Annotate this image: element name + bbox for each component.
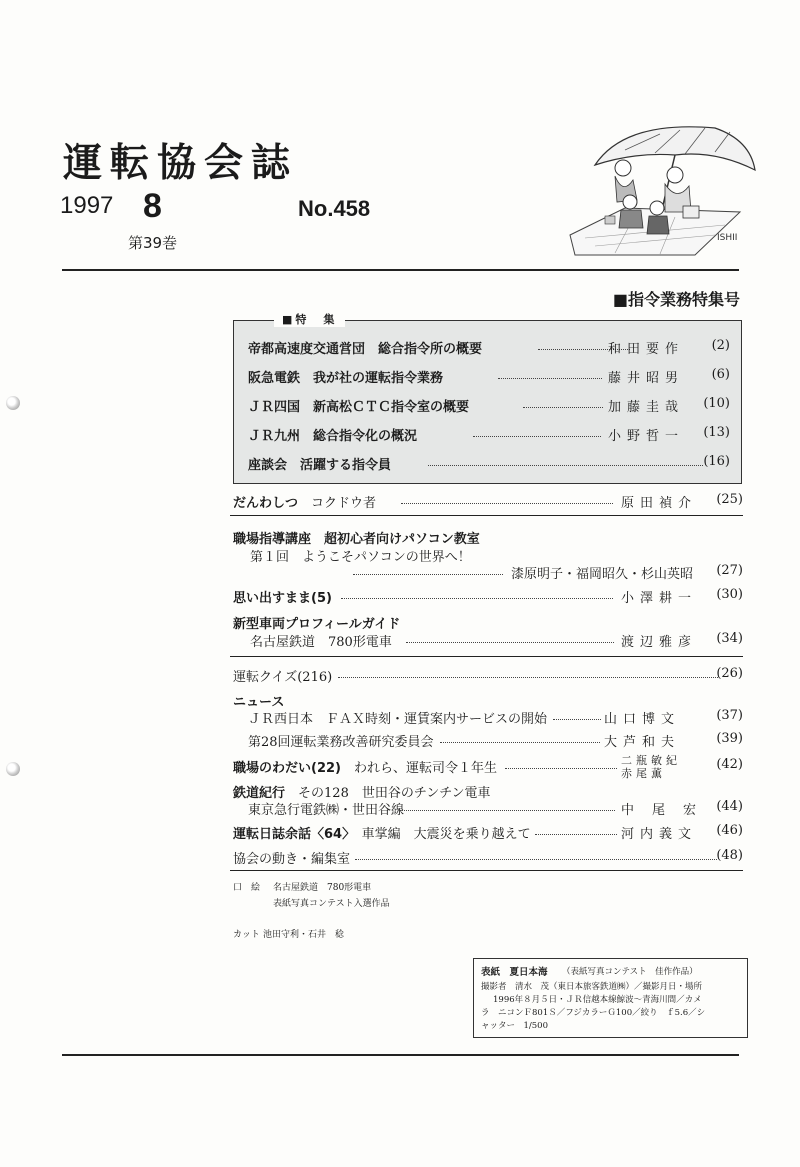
toc-entry[interactable]: 座談会 活躍する指令員 (16) [248, 454, 730, 473]
cover-heading: 表紙 夏日本海 [481, 967, 548, 978]
cover-credit-line: ラ ニコンＦ801Ｓ／フジカラーＧ100／絞り ｆ5.6／シ [481, 1008, 706, 1018]
toc-entry[interactable]: 思い出すまま(5) 小澤耕一 (30) [233, 587, 743, 606]
cover-credit-line: 撮影者 清水 茂（東日本旅客鉄道㈱）／撮影月日・場所 [481, 982, 703, 992]
toc-subentry[interactable]: 第28回運転業務改善研究委員会 大芦和夫 (39) [248, 731, 743, 750]
toc-entry[interactable]: 帝都高速度交通営団 総合指令所の概要 和田要作 (2) [248, 338, 730, 357]
toc-entry[interactable]: 鉄道紀行 その128 世田谷のチンチン電車 [233, 786, 491, 801]
toc-subentry[interactable]: 第１回 ようこそパソコンの世界へ！ [250, 550, 471, 565]
section-divider [230, 870, 743, 871]
cover-subheading: （表紙写真コンテスト 佳作作品） [562, 967, 698, 977]
magazine-title: 運転協会誌 [63, 140, 299, 186]
section-divider [230, 515, 743, 516]
toc-entry[interactable]: 運転クイズ(216) (26) [233, 666, 743, 685]
toc-entry[interactable]: 職場指導講座 超初心者向けパソコン教室 [233, 532, 480, 547]
feature-tab: ■特 集 [274, 311, 345, 327]
toc-entry[interactable]: 新型車両プロフィールガイド [233, 617, 401, 632]
toc-entry[interactable]: ＪＲ九州 総合指令化の概況 小野哲一 (13) [248, 425, 730, 444]
toc-entry[interactable]: 阪急電鉄 我が社の運転指令業務 藤井昭男 (6) [248, 367, 730, 386]
toc-entry[interactable]: ＪＲ四国 新高松ＣＴＣ指令室の概要 加藤圭哉 (10) [248, 396, 730, 415]
frontispiece-item: 表紙写真コンテスト入選作品 [273, 899, 390, 909]
punch-hole [6, 396, 20, 410]
toc-entry[interactable]: 運転日誌余話〈64〉 車掌編 大震災を乗り越えて 河内義文 (46) [233, 823, 743, 842]
toc-subentry[interactable]: 漆原明子・福岡昭久・杉山英昭 (27) [233, 563, 743, 583]
issue-number: No.458 [298, 196, 371, 221]
frontispiece-label: 口 絵 [233, 883, 261, 893]
punch-hole [6, 762, 20, 776]
special-issue-label: ■指令業務特集号 [612, 290, 740, 309]
header-divider [62, 269, 739, 271]
cut-artists: 池田守利・石井 稔 [263, 930, 345, 940]
cover-credit-line: ャッター 1/500 [481, 1021, 548, 1031]
beach-umbrella-illustration [565, 120, 765, 260]
issue-volume: 第39巻 [128, 234, 178, 252]
frontispiece-item: 名古屋鉄道 780形電車 [273, 883, 372, 893]
toc-subentry[interactable]: ＪＲ西日本 ＦＡＸ時刻・運賃案内サービスの開始 山口博文 (37) [248, 708, 743, 727]
issue-month: 8 [143, 187, 162, 225]
toc-entry[interactable]: 職場のわだい(22) われら、運転司令１年生 二瓶敏紀 赤尾薫 (42) [233, 754, 743, 780]
toc-entry[interactable]: 協会の動き・編集室 (48) [233, 848, 743, 867]
section-divider [230, 656, 743, 657]
toc-entry[interactable]: だんわしつ コクドウ者 原田禎介 (25) [233, 492, 743, 511]
toc-subentry[interactable]: 東京急行電鉄㈱・世田谷線 中尾宏 (44) [248, 799, 743, 818]
toc-entry[interactable]: ニュース [233, 695, 285, 710]
cut-label: カット [233, 930, 260, 940]
cover-credit-line: 1996年８月５日・ＪＲ信越本線鯨波～青海川間／カメ [493, 995, 702, 1005]
issue-year: 1997 [60, 192, 114, 219]
toc-subentry[interactable]: 名古屋鉄道 780形電車 渡辺雅彦 (34) [250, 631, 743, 650]
footer-divider [62, 1054, 739, 1056]
illustrator-signature: ISHII [717, 233, 738, 243]
